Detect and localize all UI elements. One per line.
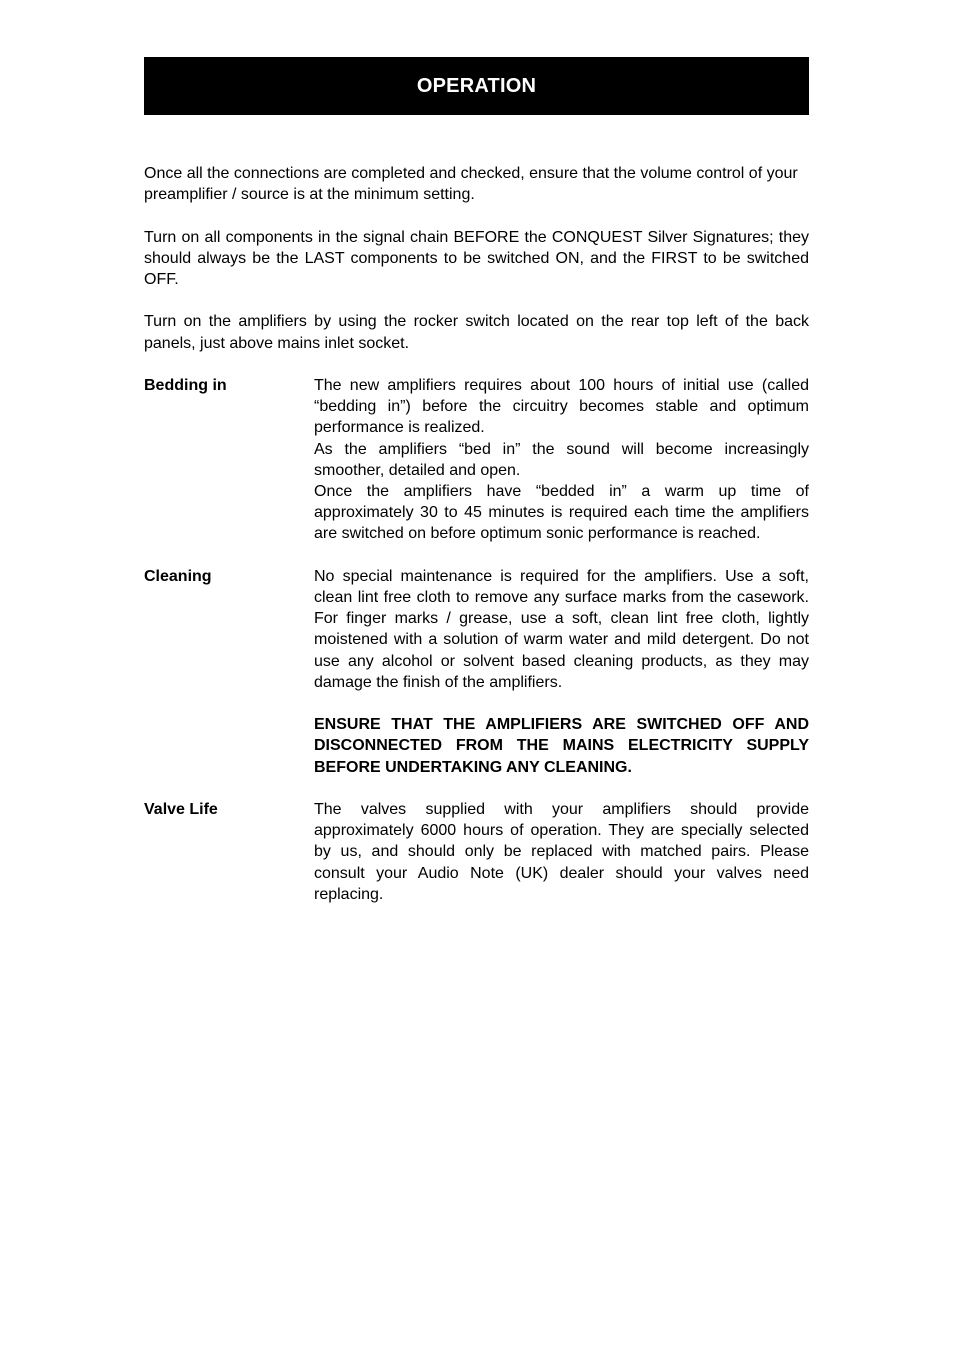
intro-paragraph-power-order: Turn on all components in the signal chain BEFORE the CONQUEST Silver Signatures; they should always be the LAST components to be switched ON, and the FIRST to be switched OFF. [144,228,809,288]
intro-paragraph-volume: Once all the connections are completed and checked, ensure that the volume control of your preamplifier / source is at the minimum setting. [144,165,798,204]
title-bar [144,57,809,115]
section-valve-life [144,799,809,905]
bedding-in-paragraph: Once the amplifiers have “bedded in” a warm up time of approximately 30 to 45 minutes is required each time the amplifiers are switched on before optimum sonic performance is reached. [314,483,809,543]
section-label-bedding-in: Bedding in [144,376,227,394]
document-page [144,57,809,926]
section-body-cleaning [314,566,809,778]
intro-section [144,163,809,354]
section-bedding-in [144,375,809,545]
section-cleaning [144,566,809,778]
page-title: OPERATION [416,74,537,97]
bedding-in-paragraph: The new amplifiers requires about 100 hours of initial use (called “bedding in”) before the circuitry becomes stable and optimum performance is realized. [314,376,809,437]
intro-paragraph-rocker-switch: Turn on the amplifiers by using the rocker switch located on the rear top left of the back panels, just above mains inlet socket. [144,313,809,352]
section-body-valve-life [314,799,809,905]
cleaning-warning: ENSURE THAT THE AMPLIFIERS ARE SWITCHED OFF AND DISCONNECTED FROM THE MAINS ELECTRICITY SUPPLY BEFORE UNDERTAKING ANY CLEANING. [314,716,809,776]
section-label-valve-life: Valve Life [144,801,218,818]
bedding-in-paragraph: As the amplifiers “bed in” the sound will become increasingly smoother, detailed and open. [314,440,809,479]
cleaning-paragraph: No special maintenance is required for the amplifiers. Use a soft, clean lint free cloth to remove any surface marks from the casework. For finger marks / grease, use a soft, clean lint free cloth, lightly moistened with a solution of warm water and mild detergent. Do not use any alcohol or solvent based cleaning products, as they may damage the finish of the amplifiers. [314,567,809,691]
valve-life-paragraph: The valves supplied with your amplifiers should provide approximately 6000 hours of operation. They are specially selected by us, and should only be replaced with matched pairs. Please consult your Audio Note (UK) dealer should your valves need replacing. [314,801,809,903]
section-body-bedding-in [314,375,809,545]
section-label-cleaning: Cleaning [144,567,212,585]
